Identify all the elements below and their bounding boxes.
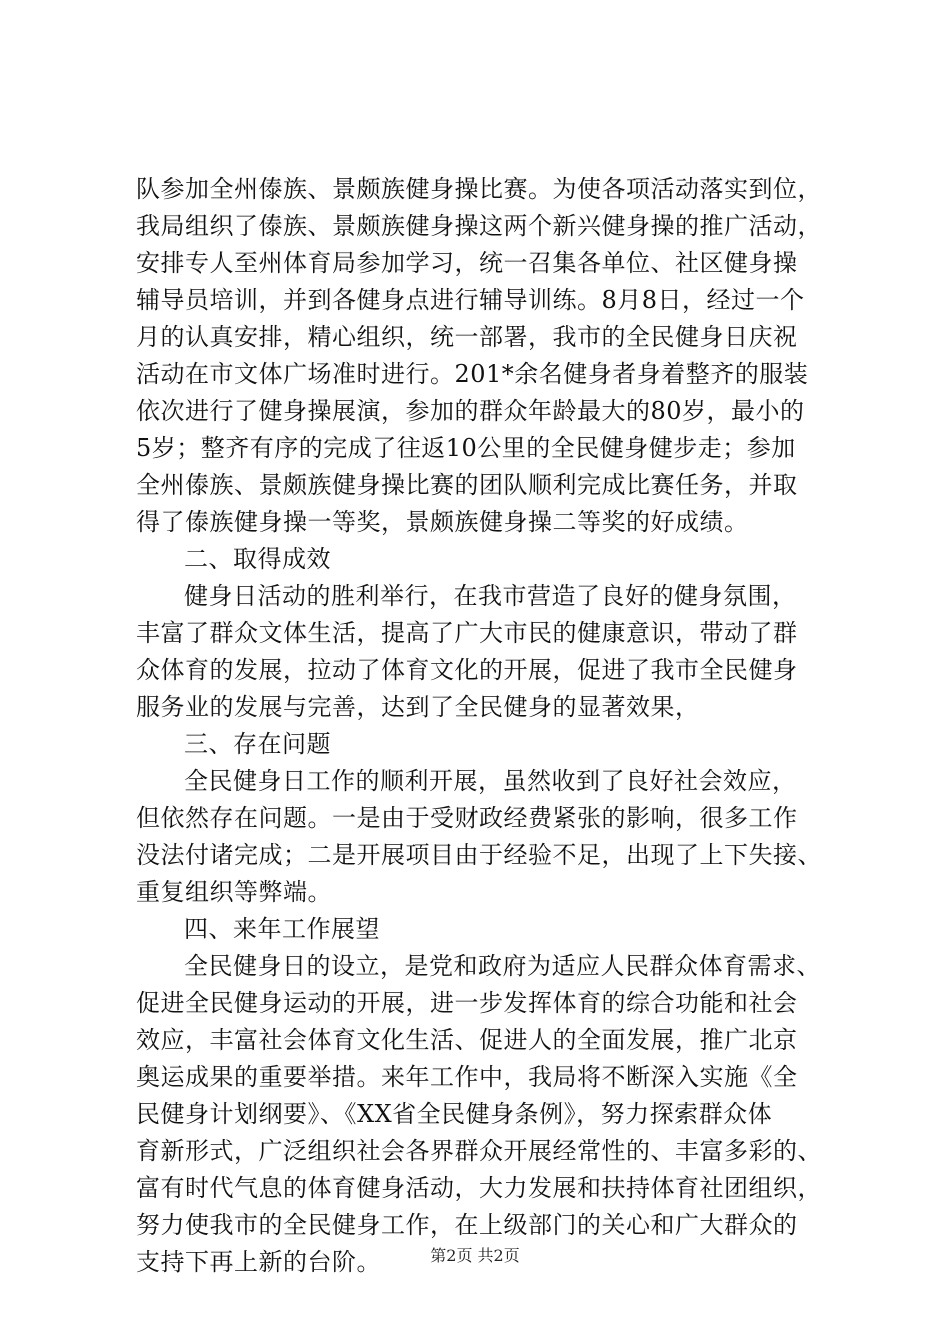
text-line: 重复组织等弊端。 xyxy=(136,878,332,906)
page-footer: 第2页 共2页 xyxy=(430,1246,520,1265)
text-line: 没法付诸完成；二是开展项目由于经验不足，出现了上下失接、 xyxy=(136,841,822,869)
text-line: 效应，丰富社会体育文化生活、促进人的全面发展，推广北京 xyxy=(136,1026,798,1054)
text-line: 健身日活动的胜利举行，在我市营造了良好的健身氛围， xyxy=(184,582,797,610)
text-line: 全民健身日工作的顺利开展，虽然收到了良好社会效应， xyxy=(184,767,797,795)
text-line: 服务业的发展与完善，达到了全民健身的显著效果， xyxy=(136,693,700,721)
text-line: 但依然存在问题。一是由于受财政经费紧张的影响，很多工作 xyxy=(136,804,798,832)
text-line: 众体育的发展，拉动了体育文化的开展，促进了我市全民健身 xyxy=(136,656,798,684)
document-body xyxy=(136,171,836,1281)
text-line: 辅导员培训，并到各健身点进行辅导训练。8月8日，经过一个 xyxy=(136,286,805,314)
text-line: 丰富了群众文体生活，提高了广大市民的健康意识，带动了群 xyxy=(136,619,798,647)
text-line: 全州傣族、景颇族健身操比赛的团队顺利完成比赛任务，并取 xyxy=(136,471,798,499)
text-line: 三、存在问题 xyxy=(184,730,331,758)
text-line: 育新形式，广泛组织社会各界群众开展经常性的、丰富多彩的、 xyxy=(136,1137,822,1165)
text-line: 支持下再上新的台阶。 xyxy=(136,1248,381,1276)
text-line: 促进全民健身运动的开展，进一步发挥体育的综合功能和社会 xyxy=(136,989,798,1017)
text-line: 安排专人至州体育局参加学习，统一召集各单位、社区健身操 xyxy=(136,249,798,277)
text-line: 队参加全州傣族、景颇族健身操比赛。为使各项活动落实到位， xyxy=(136,175,822,203)
text-line: 依次进行了健身操展演，参加的群众年龄最大的80岁，最小的 xyxy=(136,397,805,425)
text-line: 民健身计划纲要》、《XX省全民健身条例》，努力探索群众体 xyxy=(136,1100,773,1128)
text-line: 5岁；整齐有序的完成了往返10公里的全民健身健步走；参加 xyxy=(136,434,796,462)
text-line: 四、来年工作展望 xyxy=(184,915,380,943)
text-line: 月的认真安排，精心组织，统一部署，我市的全民健身日庆祝 xyxy=(136,323,798,351)
text-line: 全民健身日的设立，是党和政府为适应人民群众体育需求、 xyxy=(184,952,821,980)
text-line: 努力使我市的全民健身工作，在上级部门的关心和广大群众的 xyxy=(136,1211,798,1239)
text-line: 得了傣族健身操一等奖，景颇族健身操二等奖的好成绩。 xyxy=(136,508,749,536)
text-line: 奥运成果的重要举措。来年工作中，我局将不断深入实施《全 xyxy=(136,1063,798,1091)
text-line: 活动在市文体广场准时进行。201*余名健身者身着整齐的服装 xyxy=(136,360,809,388)
text-line: 富有时代气息的体育健身活动，大力发展和扶持体育社团组织， xyxy=(136,1174,822,1202)
text-line: 二、取得成效 xyxy=(184,545,331,573)
text-line: 我局组织了傣族、景颇族健身操这两个新兴健身操的推广活动， xyxy=(136,212,822,240)
